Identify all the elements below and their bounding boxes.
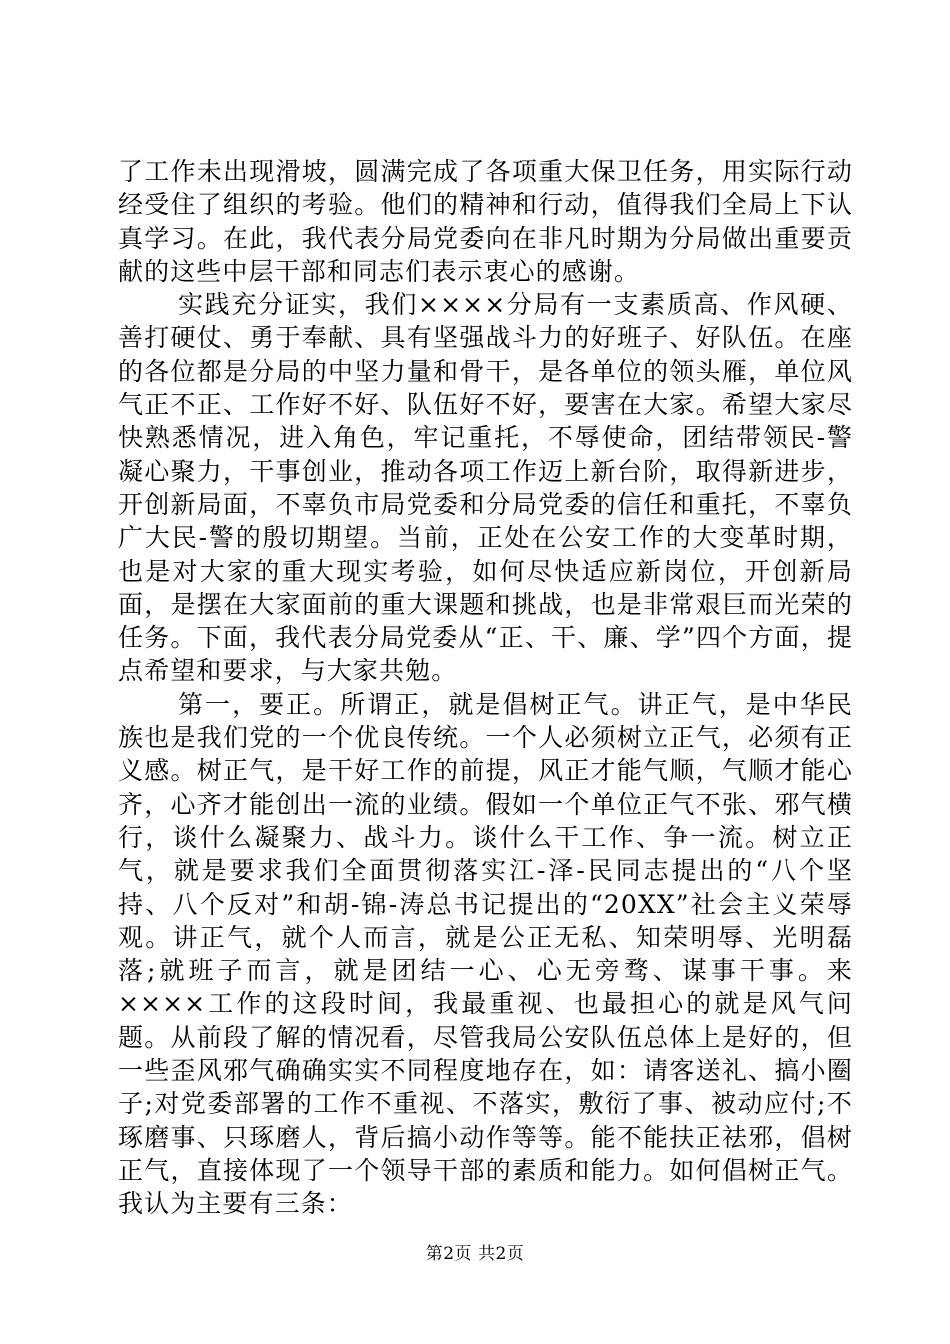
page-number-footer: 第2页 共2页 xyxy=(425,1244,525,1264)
paragraph-continuation: 了工作未出现滑坡，圆满完成了各项重大保卫任务，用实际行动经受住了组织的考验。他们的精神和行动，值得我们全局上下认真学习。在此，我代表分局党委向在非凡时期为分局做出重要贡献的这些中层干部和同志们表示衷心的感谢。 xyxy=(118,157,853,286)
paragraph-first-requirement: 第一，要正。所谓正，就是倡树正气。讲正气，是中华民族也是我们党的一个优良传统。一个人必须树立正气，必须有正义感。树正气，是干好工作的前提，风正才能气顺，气顺才能心齐，心齐才能创出一流的业绩。假如一个单位正气不张、邪气横行，谈什么凝聚力、战斗力。谈什么干工作、争一流。树立正气，就是要求我们全面贯彻落实江-泽-民同志提出的“八个坚持、八个反对”和胡-锦-涛总书记提出的“20XX”社会主义荣辱观。讲正气，就个人而言，就是公正无私、知荣明辱、光明磊落;就班子而言，就是团结一心、心无旁骛、谋事干事。来××××工作的这段时间，我最重视、也最担心的就是风气问题。从前段了解的情况看，尽管我局公安队伍总体上是好的，但一些歪风邪气确确实实不同程度地存在，如：请客送礼、搞小圈子;对党委部署的工作不重视、不落实，敷衍了事、被动应付;不琢磨事、只琢磨人，背后搞小动作等等。能不能扶正祛邪，倡树正气，直接体现了一个领导干部的素质和能力。如何倡树正气。我认为主要有三条： xyxy=(118,689,853,1219)
document-body xyxy=(118,155,853,1221)
paragraph-team-praise: 实践充分证实，我们××××分局有一支素质高、作风硬、善打硬仗、勇于奉献、具有坚强战斗力的好班子、好队伍。在座的各位都是分局的中坚力量和骨干，是各单位的领头雁，单位风气正不正、工作好不好、队伍好不好，要害在大家。希望大家尽快熟悉情况，进入角色，牢记重托，不辱使命，团结带领民-警凝心聚力，干事创业，推动各项工作迈上新台阶，取得新进步，开创新局面，不辜负市局党委和分局党委的信任和重托，不辜负广大民-警的殷切期望。当前，正处在公安工作的大变革时期，也是对大家的重大现实考验，如何尽快适应新岗位，开创新局面，是摆在大家面前的重大课题和挑战，也是非常艰巨而光荣的任务。下面，我代表分局党委从“正、干、廉、学”四个方面，提点希望和要求，与大家共勉。 xyxy=(118,290,853,686)
